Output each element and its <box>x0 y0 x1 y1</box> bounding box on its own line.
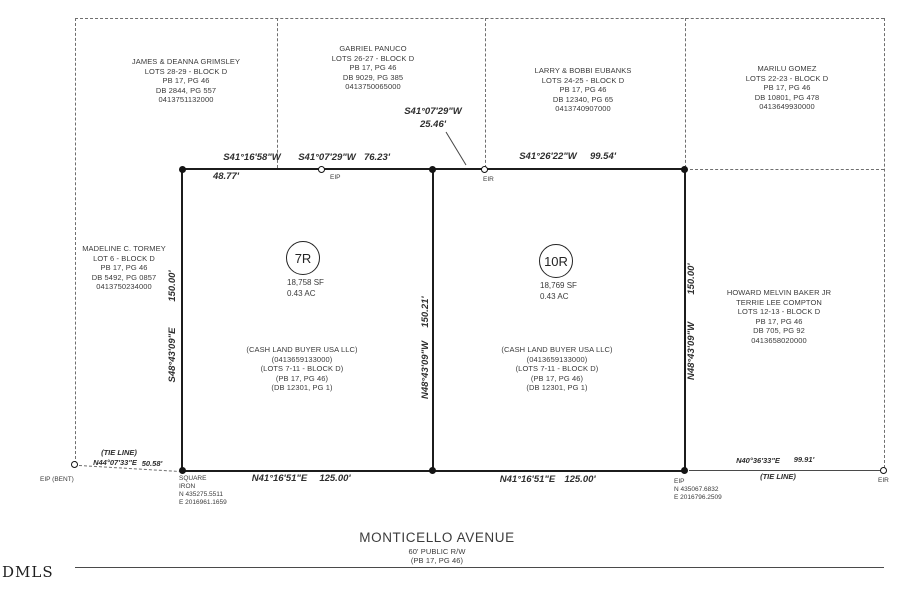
adjoiner-divider-3-dashed <box>685 18 686 168</box>
leader-line <box>444 130 470 168</box>
plat-ref: PB 17, PG 46 <box>755 316 803 326</box>
street-plat-ref: (PB 17, PG 46) <box>410 556 464 565</box>
parcel-number: 0413750234000 <box>96 282 152 292</box>
street-name: MONTICELLO AVENUE <box>359 530 515 545</box>
lot-7r-owner-block <box>212 345 392 393</box>
distance-middle: 150.21' <box>420 296 431 328</box>
eir-top-marker-icon <box>481 166 488 173</box>
west-adjoiner-line-dashed <box>75 18 76 464</box>
bearing-top-offset: S41°07'29"W <box>404 106 462 117</box>
easting-coordinate: E 2016961.1659 <box>179 498 227 506</box>
adjoiner-block-panuco <box>283 44 463 92</box>
easting-coordinate: E 2016796.2509 <box>674 493 722 501</box>
bearing-top-left: S41°16'58"W <box>223 152 281 163</box>
lot-divider-line <box>432 168 434 472</box>
corner-monument-sw-icon <box>179 467 186 474</box>
lot-ref: (LOTS 7-11 - BLOCK D) <box>260 364 344 374</box>
parcel-number: (0413659133000) <box>526 354 588 364</box>
monument-type-2: IRON <box>179 482 196 490</box>
deed-ref: (DB 12301, PG 1) <box>526 383 588 393</box>
adjoiner-block-baker <box>689 288 869 346</box>
eip-se-block <box>674 478 722 502</box>
eir-right-marker-icon <box>880 467 887 474</box>
lot-ref: LOTS 22-23 - BLOCK D <box>745 73 829 83</box>
lot-area-ac: 0.43 AC <box>540 291 569 301</box>
east-adjoiner-line-dashed <box>884 18 885 468</box>
deed-ref: (DB 12301, PG 1) <box>271 383 333 393</box>
lot-ref: LOTS 24-25 - BLOCK D <box>541 75 625 85</box>
parcel-number: 0413740907000 <box>555 104 611 114</box>
owner-name-2: TERRIE LEE COMPTON <box>736 297 822 307</box>
adjoiner-block-eubanks <box>493 66 673 114</box>
lot-ref: LOT 6 - BLOCK D <box>93 253 155 263</box>
boundary-line-west <box>181 168 183 472</box>
plat-ref: PB 17, PG 46 <box>763 83 811 93</box>
parcel-number: (0413659133000) <box>271 354 333 364</box>
parcel-number: 0413658020000 <box>751 335 807 345</box>
bearing-east: N48°43'09"W <box>686 321 697 381</box>
bearing-top-right: S41°26'22"W <box>519 151 577 162</box>
square-iron-block <box>179 475 227 507</box>
bearing-bottom-right: N41°16'51"E <box>499 474 556 485</box>
adjoiner-divider-2-dashed <box>485 18 486 168</box>
deed-ref: DB 10801, PG 478 <box>754 92 820 102</box>
corner-monument-se-icon <box>681 467 688 474</box>
lot-7r-id-circle <box>286 241 320 275</box>
eip-bent-label: EIP (BENT) <box>40 476 74 483</box>
distance-top-left: 48.77' <box>212 171 240 182</box>
tie-line-east-label: (TIE LINE) <box>760 472 796 481</box>
monument-type: EIP <box>674 478 685 485</box>
lot-ref: (LOTS 7-11 - BLOCK D) <box>515 364 599 374</box>
parcel-number: 0413750065000 <box>345 82 401 92</box>
deed-ref: DB 705, PG 92 <box>753 326 805 336</box>
deed-ref: DB 9029, PG 385 <box>342 72 404 82</box>
distance-top-mid: 76.23' <box>363 152 391 163</box>
adjoiner-block-tormey <box>44 244 204 292</box>
parcel-number: 0413649930000 <box>759 102 815 112</box>
corner-monument-ne-icon <box>681 166 688 173</box>
lot-ref: LOTS 26-27 - BLOCK D <box>331 53 415 63</box>
lot-ref: LOTS 12-13 - BLOCK D <box>737 307 821 317</box>
bearing-middle: N48°43'09"W <box>420 340 431 400</box>
tie-line-east-bearing: N40°36'33"E <box>736 456 780 465</box>
owner-name: GABRIEL PANUCO <box>339 44 407 53</box>
eir-right-label: EIR <box>878 477 889 484</box>
owner-name: (CASH LAND BUYER USA LLC) <box>246 345 358 354</box>
owner-name: MARILU GOMEZ <box>757 64 817 73</box>
tie-line-west-distance: 50.58' <box>141 459 163 468</box>
owner-name: JAMES & DEANNA GRIMSLEY <box>131 57 241 66</box>
adjoiner-block-gomez <box>697 64 877 112</box>
deed-ref: DB 12340, PG 65 <box>552 94 614 104</box>
eir-top-label: EIR <box>483 176 494 183</box>
tie-line-east-distance: 99.91' <box>793 455 815 464</box>
plat-ref: (PB 17, PG 46) <box>275 373 329 383</box>
lot-id: 10R <box>544 253 568 269</box>
eip-top-label: EIP <box>330 174 341 181</box>
lot-7r-area <box>287 278 324 299</box>
lot-id: 7R <box>294 250 312 266</box>
parcel-number: 0413751132000 <box>158 95 214 105</box>
tie-line-west-bearing: N44°07'33"E <box>93 458 137 467</box>
owner-name: (CASH LAND BUYER USA LLC) <box>501 345 613 354</box>
bearing-top-mid: S41°07'29"W <box>298 152 356 163</box>
rear-lot-line-dashed <box>75 18 884 19</box>
lot-area-ac: 0.43 AC <box>287 288 316 298</box>
owner-name: HOWARD MELVIN BAKER JR <box>726 288 832 297</box>
bearing-bottom-left: N41°16'51"E <box>251 473 308 484</box>
street-row-note: 60' PUBLIC R/W <box>408 547 466 556</box>
tie-line-west-label: (TIE LINE) <box>101 448 137 457</box>
east-adjoiner-divider-dashed <box>690 169 884 170</box>
adjoiner-block-grimsley <box>96 57 276 105</box>
lot-area-sf: 18,769 SF <box>540 281 577 290</box>
plat-ref: (PB 17, PG 46) <box>530 373 584 383</box>
tie-line-east <box>689 470 881 471</box>
lot-10r-area <box>540 281 577 302</box>
plat-ref: PB 17, PG 46 <box>559 85 607 95</box>
watermark-text: DMLS <box>2 563 54 581</box>
owner-name: LARRY & BOBBI EUBANKS <box>534 66 632 75</box>
monument-type: SQUARE <box>179 475 207 482</box>
plat-ref: PB 17, PG 46 <box>100 263 148 273</box>
distance-bottom-left: 125.00' <box>319 473 351 484</box>
eip-bent-marker-icon <box>71 461 78 468</box>
corner-monument-n-mid-icon <box>429 166 436 173</box>
lot-10r-owner-block <box>467 345 647 393</box>
lot-ref: LOTS 28-29 - BLOCK D <box>144 66 228 76</box>
northing-coordinate: N 435067.6832 <box>674 485 719 493</box>
bearing-west: S48°43'09"E <box>167 327 178 383</box>
street-south-row-line <box>75 567 884 568</box>
owner-name: MADELINE C. TORMEY <box>82 244 166 253</box>
northing-coordinate: N 435275.5511 <box>179 490 223 498</box>
distance-top-offset: 25.46' <box>419 119 447 130</box>
deed-ref: DB 2844, PG 557 <box>155 85 217 95</box>
distance-bottom-right: 125.00' <box>564 474 596 485</box>
eip-top-marker-icon <box>318 166 325 173</box>
distance-east: 150.00' <box>686 263 697 295</box>
plat-ref: PB 17, PG 46 <box>162 76 210 86</box>
corner-monument-s-mid-icon <box>429 467 436 474</box>
distance-west: 150.00' <box>167 270 178 302</box>
adjoiner-divider-1-dashed <box>277 18 278 168</box>
plat-ref: PB 17, PG 46 <box>349 63 397 73</box>
lot-area-sf: 18,758 SF <box>287 278 324 287</box>
deed-ref: DB 5492, PG 0857 <box>91 272 157 282</box>
distance-top-right: 99.54' <box>589 151 617 162</box>
lot-10r-id-circle <box>539 244 573 278</box>
